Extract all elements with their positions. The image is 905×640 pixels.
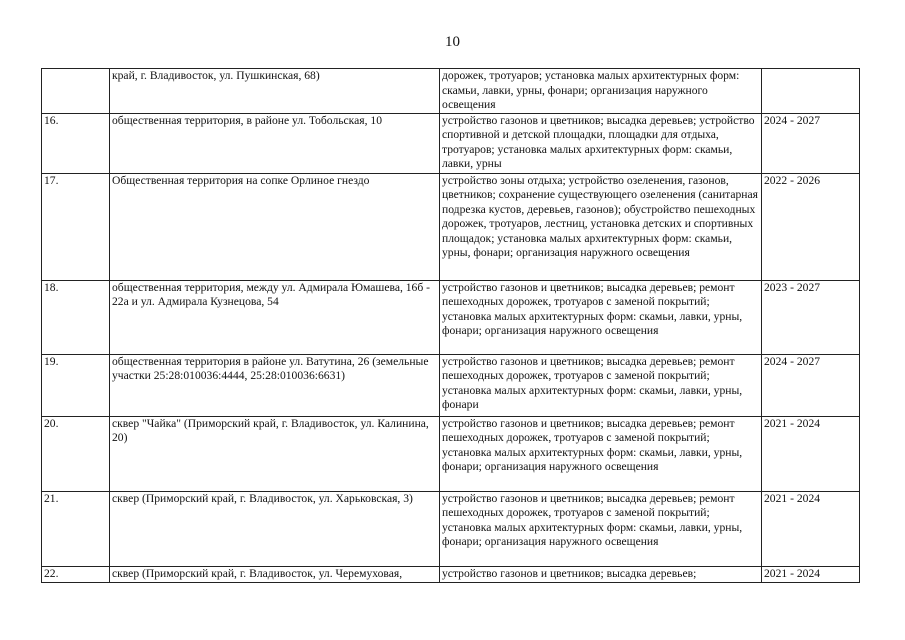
implementation-period: 2021 - 2024 — [762, 566, 860, 582]
planned-works: устройство газонов и цветников; высадка деревьев; ремонт пешеходных дорожек, тротуаров с заменой покрытий; установка малых архитектурных форм: скамьи, лавки, урны, фонари; организация наружного освещения — [440, 416, 762, 491]
planned-works: устройство зоны отдыха; устройство озеленения, газонов, цветников; сохранение существующего озеленения (санитарная подрезка кустов, деревьев, газонов); обустройство пешеходных дорожек, тротуаров, лестниц, установка детских и спортивных площадок; установка малых архитектурных форм: скамьи, урны, фонари; организация наружного освещения — [440, 173, 762, 280]
territory-name: общественная территория, между ул. Адмирала Юмашева, 16б - 22а и ул. Адмирала Кузнецова, 54 — [110, 280, 440, 354]
table-row — [42, 113, 860, 173]
planned-works: устройство газонов и цветников; высадка деревьев; ремонт пешеходных дорожек, тротуаров с заменой покрытий; установка малых архитектурных форм: скамьи, лавки, урны, фонари; организация наружного освещения — [440, 280, 762, 354]
implementation-period: 2024 - 2027 — [762, 354, 860, 416]
territory-name: край, г. Владивосток, ул. Пушкинская, 68) — [110, 69, 440, 114]
row-number: 18. — [42, 280, 110, 354]
territory-name: сквер "Чайка" (Приморский край, г. Владивосток, ул. Калинина, 20) — [110, 416, 440, 491]
row-number: 21. — [42, 491, 110, 566]
territory-name: сквер (Приморский край, г. Владивосток, ул. Черемуховая, — [110, 566, 440, 582]
implementation-period: 2022 - 2026 — [762, 173, 860, 280]
page-number: 10 — [445, 34, 460, 50]
table-row — [42, 354, 860, 416]
implementation-period: 2023 - 2027 — [762, 280, 860, 354]
table-row — [42, 173, 860, 280]
implementation-period: 2021 - 2024 — [762, 491, 860, 566]
row-number: 17. — [42, 173, 110, 280]
row-number: 16. — [42, 113, 110, 173]
row-number: 22. — [42, 566, 110, 582]
row-number: 19. — [42, 354, 110, 416]
planned-works: устройство газонов и цветников; высадка деревьев; ремонт пешеходных дорожек, тротуаров с заменой покрытий; установка малых архитектурных форм: скамьи, лавки, урны, фонари — [440, 354, 762, 416]
planned-works: устройство газонов и цветников; высадка деревьев; — [440, 566, 762, 582]
table-row — [42, 69, 860, 114]
implementation-period: 2024 - 2027 — [762, 113, 860, 173]
table-row — [42, 280, 860, 354]
row-number — [42, 69, 110, 114]
territory-name: Общественная территория на сопке Орлиное гнездо — [110, 173, 440, 280]
row-number: 20. — [42, 416, 110, 491]
table-row — [42, 566, 860, 582]
territory-table — [41, 68, 860, 583]
territory-name: общественная территория в районе ул. Ватутина, 26 (земельные участки 25:28:010036:4444, 25:28:010036:6631) — [110, 354, 440, 416]
table-row — [42, 491, 860, 566]
table-row — [42, 416, 860, 491]
planned-works: устройство газонов и цветников; высадка деревьев; устройство спортивной и детской площадки, площадки для отдыха, тротуаров; установка малых архитектурных форм: скамьи, лавки, урны — [440, 113, 762, 173]
planned-works: устройство газонов и цветников; высадка деревьев; ремонт пешеходных дорожек, тротуаров с заменой покрытий; установка малых архитектурных форм: скамьи, лавки, урны, фонари; организация наружного освещения — [440, 491, 762, 566]
territory-name: сквер (Приморский край, г. Владивосток, ул. Харьковская, 3) — [110, 491, 440, 566]
implementation-period — [762, 69, 860, 114]
territory-name: общественная территория, в районе ул. Тобольская, 10 — [110, 113, 440, 173]
implementation-period: 2021 - 2024 — [762, 416, 860, 491]
planned-works: дорожек, тротуаров; установка малых архитектурных форм: скамьи, лавки, урны, фонари; организация наружного освещения — [440, 69, 762, 114]
